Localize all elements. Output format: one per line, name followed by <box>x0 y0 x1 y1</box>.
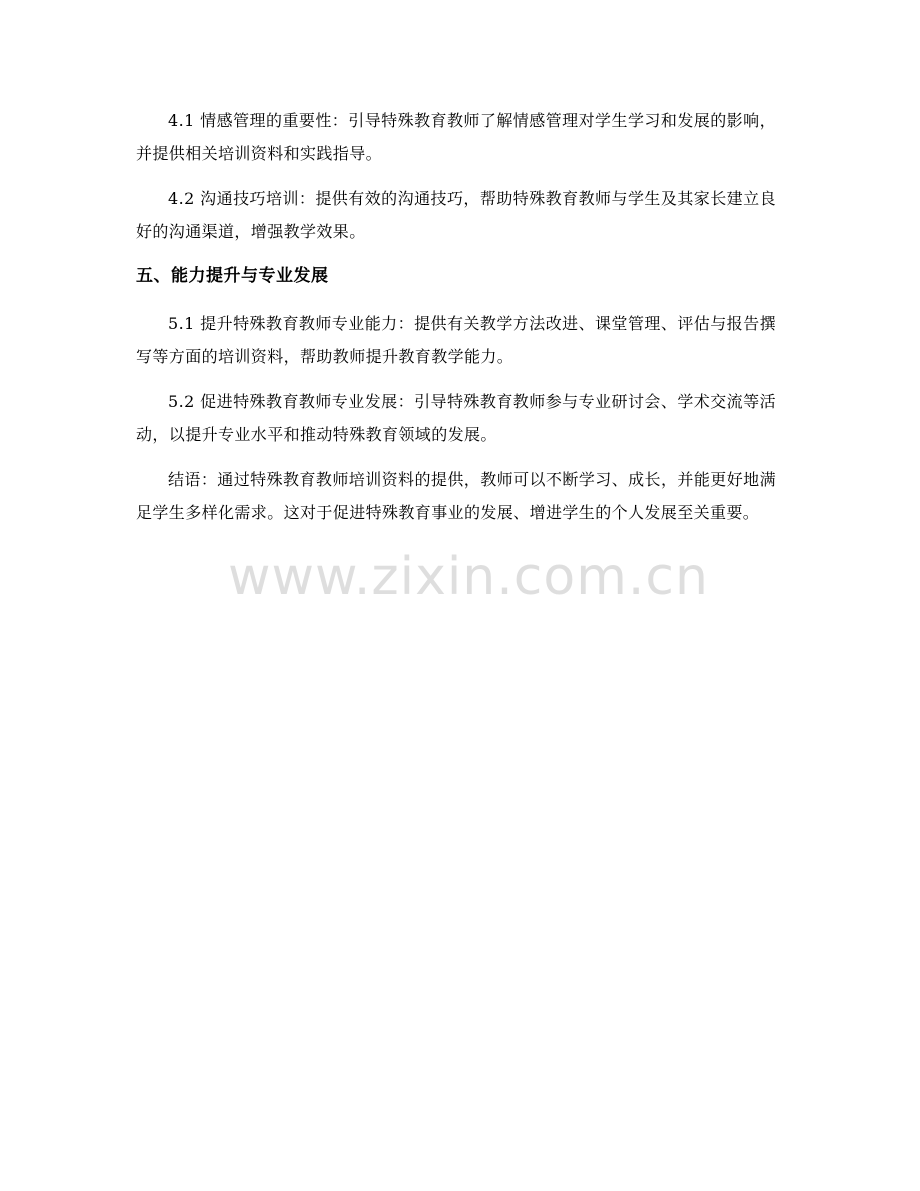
paragraph-conclusion: 结语：通过特殊教育教师培训资料的提供，教师可以不断学习、成长，并能更好地满足学生多样化需求。这对于促进特殊教育事业的发展、增进学生的个人发展至关重要。 <box>136 470 776 522</box>
paragraph-4-2: 4.2 沟通技巧培训：提供有效的沟通技巧，帮助特殊教育教师与学生及其家长建立良好的沟通渠道，增强教学效果。 <box>136 189 776 241</box>
watermark-text: www.zixin.com.cn <box>228 547 709 607</box>
section-heading: 五、能力提升与专业发展 <box>136 266 329 286</box>
paragraph-5-2: 5.2 促进特殊教育教师专业发展：引导特殊教育教师参与专业研讨会、学术交流等活动，以提升专业水平和推动特殊教育领域的发展。 <box>136 392 776 444</box>
paragraph-5-1: 5.1 提升特殊教育教师专业能力：提供有关教学方法改进、课堂管理、评估与报告撰写等方面的培训资料，帮助教师提升教育教学能力。 <box>136 314 776 366</box>
paragraph-4-1: 4.1 情感管理的重要性：引导特殊教育教师了解情感管理对学生学习和发展的影响，并提供相关培训资料和实践指导。 <box>136 111 776 163</box>
document-body <box>136 104 776 541</box>
